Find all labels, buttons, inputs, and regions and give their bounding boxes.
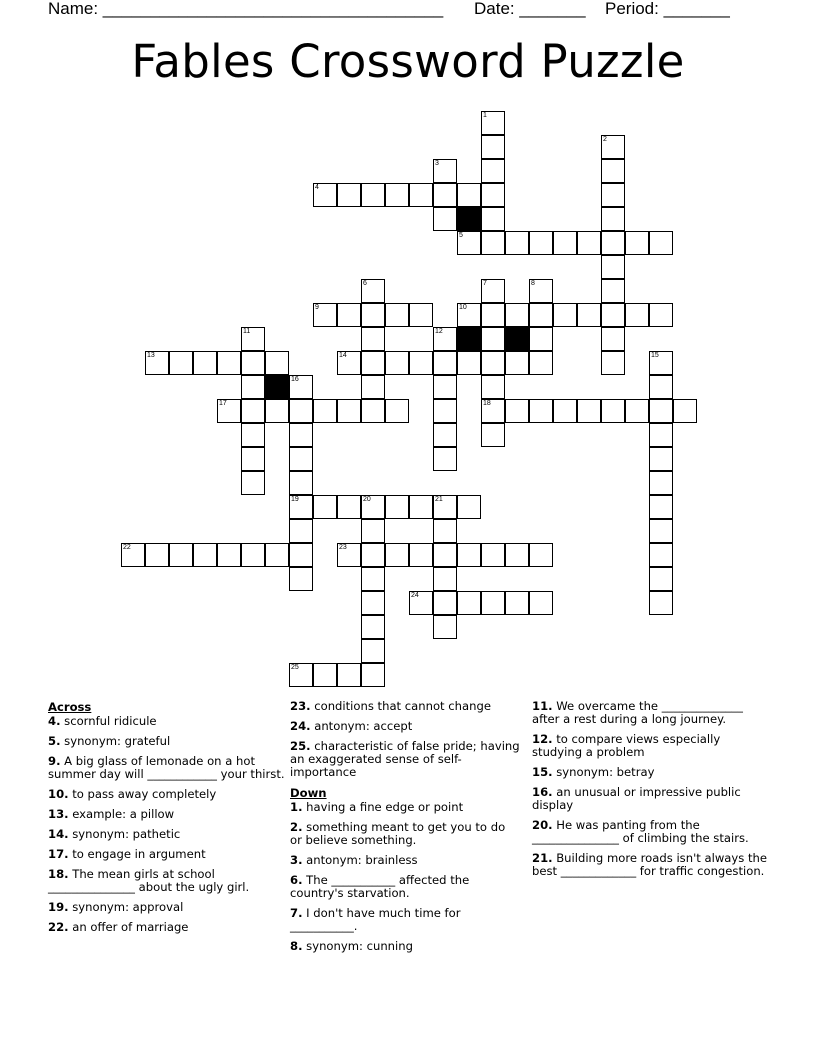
grid-cell[interactable] bbox=[601, 255, 625, 279]
grid-cell[interactable] bbox=[529, 231, 553, 255]
clue-number-label: 9 bbox=[315, 304, 319, 311]
clue-text: Building more roads isn't always the best _____________ for traffic congestion. bbox=[532, 851, 768, 878]
grid-cell[interactable] bbox=[601, 231, 625, 255]
grid-cell[interactable] bbox=[361, 543, 385, 567]
grid-cell[interactable] bbox=[361, 303, 385, 327]
grid-cell[interactable] bbox=[505, 543, 529, 567]
clue-text: synonym: approval bbox=[68, 900, 184, 914]
grid-cell[interactable] bbox=[457, 591, 481, 615]
clue-text: antonym: accept bbox=[310, 719, 413, 733]
grid-cell[interactable] bbox=[289, 471, 313, 495]
clue-text: synonym: betray bbox=[552, 765, 655, 779]
grid-cell[interactable] bbox=[481, 591, 505, 615]
black-cell bbox=[505, 327, 529, 351]
clue-number: 7. bbox=[290, 906, 303, 920]
grid-cell[interactable] bbox=[409, 303, 433, 327]
clue-item bbox=[290, 801, 520, 814]
clue-item bbox=[48, 715, 286, 728]
clue-number: 14. bbox=[48, 827, 69, 841]
grid-cell[interactable] bbox=[481, 303, 505, 327]
clue-item bbox=[290, 854, 520, 867]
clue-number: 3. bbox=[290, 853, 303, 867]
grid-cell[interactable] bbox=[361, 615, 385, 639]
clue-number-label: 2 bbox=[603, 136, 607, 143]
grid-cell[interactable] bbox=[649, 591, 673, 615]
grid-cell[interactable] bbox=[649, 351, 673, 375]
grid-cell[interactable] bbox=[529, 543, 553, 567]
grid-cell[interactable] bbox=[361, 399, 385, 423]
clue-number-label: 17 bbox=[219, 400, 227, 407]
grid-cell[interactable] bbox=[481, 399, 505, 423]
clue-item bbox=[290, 720, 520, 733]
grid-cell[interactable] bbox=[313, 663, 337, 687]
clue-item bbox=[290, 700, 520, 713]
clue-text: something meant to get you to do or believe something. bbox=[290, 820, 506, 847]
grid-cell[interactable] bbox=[409, 591, 433, 615]
grid-cell[interactable] bbox=[529, 351, 553, 375]
date-field: Date: _______ bbox=[474, 0, 586, 18]
down-clue-list-continued bbox=[532, 700, 772, 878]
clue-number-label: 10 bbox=[459, 304, 467, 311]
grid-cell[interactable] bbox=[289, 375, 313, 399]
clue-item bbox=[532, 700, 772, 726]
clue-text: scornful ridicule bbox=[60, 714, 157, 728]
black-cell bbox=[457, 207, 481, 231]
clue-number: 2. bbox=[290, 820, 303, 834]
grid-cell[interactable] bbox=[625, 231, 649, 255]
clue-number-label: 20 bbox=[363, 496, 371, 503]
grid-cell[interactable] bbox=[649, 399, 673, 423]
clue-item bbox=[48, 755, 286, 781]
grid-cell[interactable] bbox=[601, 207, 625, 231]
clue-number: 11. bbox=[532, 699, 553, 713]
grid-cell[interactable] bbox=[313, 399, 337, 423]
grid-cell[interactable] bbox=[145, 543, 169, 567]
grid-cell[interactable] bbox=[241, 543, 265, 567]
clue-item bbox=[48, 848, 286, 861]
grid-cell[interactable] bbox=[481, 207, 505, 231]
clue-number: 24. bbox=[290, 719, 311, 733]
clue-number: 25. bbox=[290, 739, 311, 753]
grid-cell[interactable] bbox=[433, 543, 457, 567]
grid-cell[interactable] bbox=[457, 495, 481, 519]
grid-cell[interactable] bbox=[601, 159, 625, 183]
clues-column-3 bbox=[532, 700, 772, 885]
clue-item bbox=[48, 735, 286, 748]
grid-cell[interactable] bbox=[433, 375, 457, 399]
clue-number: 16. bbox=[532, 785, 553, 799]
clue-number: 18. bbox=[48, 867, 69, 881]
grid-cell[interactable] bbox=[481, 135, 505, 159]
clue-item bbox=[290, 940, 520, 953]
clue-item bbox=[48, 901, 286, 914]
grid-cell[interactable] bbox=[433, 351, 457, 375]
grid-cell[interactable] bbox=[361, 591, 385, 615]
clue-number: 12. bbox=[532, 732, 553, 746]
grid-cell[interactable] bbox=[457, 183, 481, 207]
grid-cell[interactable] bbox=[601, 183, 625, 207]
clue-number-label: 3 bbox=[435, 160, 439, 167]
grid-cell[interactable] bbox=[241, 351, 265, 375]
grid-cell[interactable] bbox=[313, 303, 337, 327]
clue-text: synonym: cunning bbox=[302, 939, 413, 953]
grid-cell[interactable] bbox=[169, 543, 193, 567]
clue-number: 17. bbox=[48, 847, 69, 861]
grid-cell[interactable] bbox=[529, 327, 553, 351]
grid-cell[interactable] bbox=[601, 303, 625, 327]
grid-cell[interactable] bbox=[649, 423, 673, 447]
clue-text: an unusual or impressive public display bbox=[532, 785, 741, 812]
grid-cell[interactable] bbox=[433, 591, 457, 615]
clue-item bbox=[290, 740, 520, 779]
grid-cell[interactable] bbox=[505, 351, 529, 375]
grid-cell[interactable] bbox=[289, 543, 313, 567]
clue-text: having a fine edge or point bbox=[302, 800, 464, 814]
grid-cell[interactable] bbox=[625, 303, 649, 327]
grid-cell[interactable] bbox=[385, 399, 409, 423]
clue-item bbox=[48, 788, 286, 801]
period-field: Period: _______ bbox=[605, 0, 730, 18]
clue-text: to compare views especially studying a problem bbox=[532, 732, 721, 759]
grid-cell[interactable] bbox=[121, 543, 145, 567]
grid-cell[interactable] bbox=[337, 183, 361, 207]
grid-cell[interactable] bbox=[649, 471, 673, 495]
grid-cell[interactable] bbox=[217, 351, 241, 375]
clue-number: 19. bbox=[48, 900, 69, 914]
clue-text: The mean girls at school _______________ about the ugly girl. bbox=[48, 867, 250, 894]
grid-cell[interactable] bbox=[409, 351, 433, 375]
clue-number-label: 19 bbox=[291, 496, 299, 503]
clue-item bbox=[48, 808, 286, 821]
grid-cell[interactable] bbox=[385, 183, 409, 207]
grid-cell[interactable] bbox=[529, 303, 553, 327]
grid-cell[interactable] bbox=[433, 447, 457, 471]
clue-item bbox=[532, 852, 772, 878]
grid-cell[interactable] bbox=[385, 543, 409, 567]
clue-number: 5. bbox=[48, 734, 61, 748]
grid-cell[interactable] bbox=[289, 567, 313, 591]
clue-number: 21. bbox=[532, 851, 553, 865]
grid-cell[interactable] bbox=[409, 183, 433, 207]
clue-number-label: 22 bbox=[123, 544, 131, 551]
clue-number: 4. bbox=[48, 714, 61, 728]
clue-number-label: 4 bbox=[315, 184, 319, 191]
grid-cell[interactable] bbox=[529, 591, 553, 615]
grid-cell[interactable] bbox=[337, 399, 361, 423]
clue-number: 1. bbox=[290, 800, 303, 814]
grid-cell[interactable] bbox=[481, 327, 505, 351]
grid-cell[interactable] bbox=[241, 447, 265, 471]
clue-number-label: 21 bbox=[435, 496, 443, 503]
clues-column-2 bbox=[290, 700, 520, 960]
grid-cell[interactable] bbox=[481, 279, 505, 303]
grid-cell[interactable] bbox=[649, 567, 673, 591]
grid-cell[interactable] bbox=[361, 663, 385, 687]
grid-cell[interactable] bbox=[457, 303, 481, 327]
grid-cell[interactable] bbox=[481, 111, 505, 135]
grid-cell[interactable] bbox=[577, 399, 601, 423]
grid-cell[interactable] bbox=[409, 495, 433, 519]
grid-cell[interactable] bbox=[481, 543, 505, 567]
clue-text: an offer of marriage bbox=[68, 920, 189, 934]
clue-number: 6. bbox=[290, 873, 303, 887]
grid-cell[interactable] bbox=[601, 351, 625, 375]
grid-cell[interactable] bbox=[169, 351, 193, 375]
grid-cell[interactable] bbox=[649, 447, 673, 471]
clue-text: A big glass of lemonade on a hot summer day will ____________ your thirst. bbox=[48, 754, 285, 781]
black-cell bbox=[265, 375, 289, 399]
grid-cell[interactable] bbox=[481, 375, 505, 399]
grid-cell[interactable] bbox=[265, 399, 289, 423]
clue-number-label: 23 bbox=[339, 544, 347, 551]
grid-cell[interactable] bbox=[457, 543, 481, 567]
clue-number: 10. bbox=[48, 787, 69, 801]
grid-cell[interactable] bbox=[313, 495, 337, 519]
grid-cell[interactable] bbox=[601, 135, 625, 159]
grid-cell[interactable] bbox=[433, 159, 457, 183]
clue-number-label: 14 bbox=[339, 352, 347, 359]
clue-item bbox=[290, 907, 520, 933]
grid-cell[interactable] bbox=[505, 399, 529, 423]
grid-cell[interactable] bbox=[577, 231, 601, 255]
grid-cell[interactable] bbox=[361, 639, 385, 663]
grid-cell[interactable] bbox=[361, 519, 385, 543]
grid-cell[interactable] bbox=[385, 351, 409, 375]
grid-cell[interactable] bbox=[505, 231, 529, 255]
grid-cell[interactable] bbox=[265, 543, 289, 567]
grid-cell[interactable] bbox=[313, 183, 337, 207]
grid-cell[interactable] bbox=[649, 303, 673, 327]
grid-cell[interactable] bbox=[265, 351, 289, 375]
clue-text: to pass away completely bbox=[68, 787, 217, 801]
grid-cell[interactable] bbox=[481, 351, 505, 375]
clue-item bbox=[532, 786, 772, 812]
grid-cell[interactable] bbox=[337, 351, 361, 375]
grid-cell[interactable] bbox=[289, 399, 313, 423]
clue-text: We overcame the ______________ after a rest during a long journey. bbox=[532, 699, 743, 726]
clue-number-label: 7 bbox=[483, 280, 487, 287]
grid-cell[interactable] bbox=[193, 543, 217, 567]
grid-cell[interactable] bbox=[505, 303, 529, 327]
grid-cell[interactable] bbox=[433, 399, 457, 423]
clue-number-label: 12 bbox=[435, 328, 443, 335]
grid-cell[interactable] bbox=[337, 543, 361, 567]
grid-cell[interactable] bbox=[601, 279, 625, 303]
grid-cell[interactable] bbox=[433, 327, 457, 351]
grid-cell[interactable] bbox=[481, 231, 505, 255]
clue-number: 20. bbox=[532, 818, 553, 832]
grid-cell[interactable] bbox=[457, 231, 481, 255]
grid-cell[interactable] bbox=[457, 351, 481, 375]
clue-text: conditions that cannot change bbox=[310, 699, 491, 713]
clue-number: 15. bbox=[532, 765, 553, 779]
clue-number-label: 5 bbox=[459, 232, 463, 239]
grid-cell[interactable] bbox=[433, 615, 457, 639]
grid-cell[interactable] bbox=[241, 327, 265, 351]
grid-cell[interactable] bbox=[601, 327, 625, 351]
clue-item bbox=[532, 819, 772, 845]
grid-cell[interactable] bbox=[433, 423, 457, 447]
grid-cell[interactable] bbox=[409, 543, 433, 567]
grid-cell[interactable] bbox=[385, 495, 409, 519]
clue-number-label: 15 bbox=[651, 352, 659, 359]
clue-text: synonym: pathetic bbox=[68, 827, 181, 841]
grid-cell[interactable] bbox=[337, 663, 361, 687]
grid-cell[interactable] bbox=[337, 303, 361, 327]
grid-cell[interactable] bbox=[361, 351, 385, 375]
grid-cell[interactable] bbox=[193, 351, 217, 375]
grid-cell[interactable] bbox=[241, 375, 265, 399]
grid-cell[interactable] bbox=[289, 495, 313, 519]
clue-number-label: 16 bbox=[291, 376, 299, 383]
grid-cell[interactable] bbox=[361, 495, 385, 519]
clue-number: 9. bbox=[48, 754, 61, 768]
grid-cell[interactable] bbox=[481, 159, 505, 183]
grid-cell[interactable] bbox=[289, 663, 313, 687]
grid-cell[interactable] bbox=[361, 183, 385, 207]
clue-number-label: 24 bbox=[411, 592, 419, 599]
grid-cell[interactable] bbox=[649, 375, 673, 399]
grid-cell[interactable] bbox=[649, 543, 673, 567]
grid-cell[interactable] bbox=[577, 303, 601, 327]
down-heading: Down bbox=[290, 786, 327, 800]
clue-item bbox=[532, 766, 772, 779]
clue-number: 22. bbox=[48, 920, 69, 934]
clue-number-label: 6 bbox=[363, 280, 367, 287]
grid-cell[interactable] bbox=[433, 495, 457, 519]
clue-number-label: 18 bbox=[483, 400, 491, 407]
clue-item bbox=[290, 821, 520, 847]
clue-text: I don't have much time for ___________. bbox=[290, 906, 461, 933]
clue-number-label: 1 bbox=[483, 112, 487, 119]
clue-text: The ___________ affected the country's starvation. bbox=[290, 873, 470, 900]
grid-cell[interactable] bbox=[553, 303, 577, 327]
clue-number-label: 25 bbox=[291, 664, 299, 671]
grid-cell[interactable] bbox=[433, 207, 457, 231]
grid-cell[interactable] bbox=[481, 423, 505, 447]
grid-cell[interactable] bbox=[289, 447, 313, 471]
grid-cell[interactable] bbox=[289, 423, 313, 447]
grid-cell[interactable] bbox=[433, 567, 457, 591]
across-clue-list bbox=[48, 715, 286, 934]
clue-number-label: 11 bbox=[243, 328, 251, 335]
grid-cell[interactable] bbox=[553, 399, 577, 423]
name-field: Name: ____________________________________ bbox=[48, 0, 444, 18]
clue-number: 23. bbox=[290, 699, 311, 713]
grid-cell[interactable] bbox=[529, 279, 553, 303]
clue-number-label: 8 bbox=[531, 280, 535, 287]
grid-cell[interactable] bbox=[217, 399, 241, 423]
clue-item bbox=[532, 733, 772, 759]
grid-cell[interactable] bbox=[289, 519, 313, 543]
grid-cell[interactable] bbox=[217, 543, 241, 567]
grid-cell[interactable] bbox=[361, 567, 385, 591]
clue-item bbox=[48, 828, 286, 841]
grid-cell[interactable] bbox=[433, 519, 457, 543]
grid-cell[interactable] bbox=[361, 327, 385, 351]
grid-cell[interactable] bbox=[601, 399, 625, 423]
grid-cell[interactable] bbox=[385, 303, 409, 327]
clue-text: to engage in argument bbox=[68, 847, 206, 861]
clue-item bbox=[290, 874, 520, 900]
grid-cell[interactable] bbox=[241, 423, 265, 447]
black-cell bbox=[457, 327, 481, 351]
clues-column-1 bbox=[48, 700, 286, 941]
grid-cell[interactable] bbox=[337, 495, 361, 519]
grid-cell[interactable] bbox=[553, 231, 577, 255]
grid-cell[interactable] bbox=[433, 183, 457, 207]
grid-cell[interactable] bbox=[649, 231, 673, 255]
across-heading: Across bbox=[48, 700, 92, 714]
clue-item bbox=[48, 868, 286, 894]
grid-cell[interactable] bbox=[649, 495, 673, 519]
grid-cell[interactable] bbox=[481, 183, 505, 207]
clue-number-label: 13 bbox=[147, 352, 155, 359]
grid-cell[interactable] bbox=[145, 351, 169, 375]
grid-cell[interactable] bbox=[649, 519, 673, 543]
puzzle-title: Fables Crossword Puzzle bbox=[131, 35, 685, 88]
grid-cell[interactable] bbox=[361, 279, 385, 303]
clue-text: He was panting from the _______________ of climbing the stairs. bbox=[532, 818, 749, 845]
clue-text: characteristic of false pride; having an exaggerated sense of self-importance bbox=[290, 739, 520, 779]
grid-cell[interactable] bbox=[361, 375, 385, 399]
across-clue-list-continued bbox=[290, 700, 520, 779]
grid-cell[interactable] bbox=[241, 471, 265, 495]
clue-text: antonym: brainless bbox=[302, 853, 418, 867]
clue-number: 8. bbox=[290, 939, 303, 953]
down-clue-list bbox=[290, 801, 520, 953]
grid-cell[interactable] bbox=[625, 399, 649, 423]
clue-text: example: a pillow bbox=[68, 807, 175, 821]
clue-text: synonym: grateful bbox=[60, 734, 171, 748]
grid-cell[interactable] bbox=[241, 399, 265, 423]
clue-item bbox=[48, 921, 286, 934]
grid-cell[interactable] bbox=[673, 399, 697, 423]
grid-cell[interactable] bbox=[529, 399, 553, 423]
grid-cell[interactable] bbox=[505, 591, 529, 615]
clue-number: 13. bbox=[48, 807, 69, 821]
